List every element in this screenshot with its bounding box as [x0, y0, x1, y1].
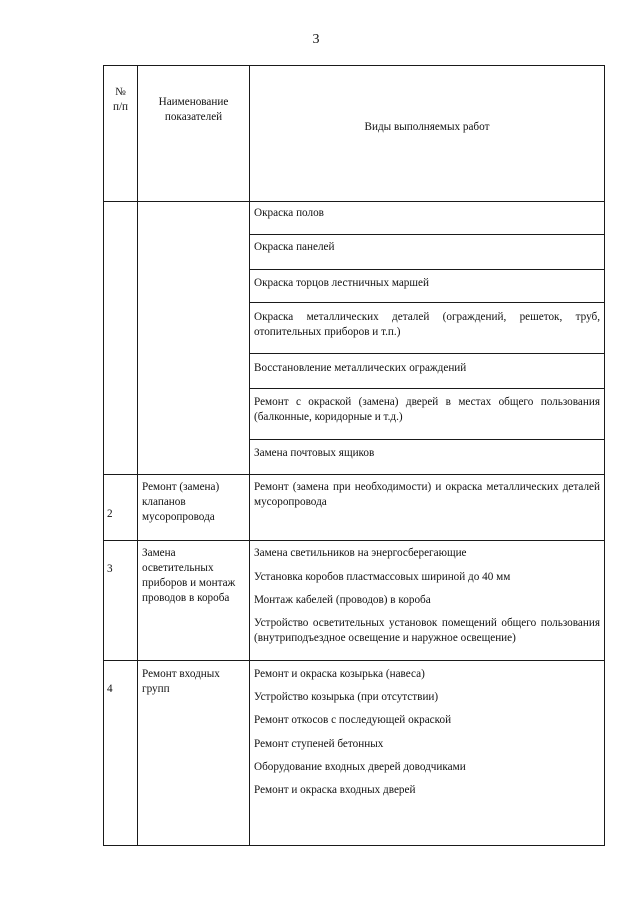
subrow-divider — [249, 353, 605, 354]
work-item: Замена светильников на энергосберегающие — [254, 547, 467, 559]
row-number: 2 — [107, 508, 113, 520]
work-item: Ремонт ступеней бетонных — [254, 738, 384, 750]
subrow-divider — [249, 439, 605, 440]
indicator-name: Замена осветительных приборов и монтаж проводов в короба — [142, 547, 236, 604]
indicator-name: Ремонт входных групп — [142, 668, 220, 695]
work-item: Ремонт и окраска входных дверей — [254, 784, 416, 796]
table-border-top — [103, 65, 605, 66]
subrow-divider — [249, 269, 605, 270]
work-item: Установка коробов пластмассовых шириной до 40 мм — [254, 571, 511, 583]
work-item: Ремонт с окраской (замена) дверей в местах общего пользования (балконные, коридорные и т.д.) — [254, 396, 600, 423]
work-item: Восстановление металлических ограждений — [254, 362, 467, 374]
row-number: 3 — [107, 563, 113, 575]
works-table — [103, 65, 605, 846]
header-indicator-name: Наименование показателей — [158, 96, 229, 123]
table-border-right — [604, 65, 605, 846]
page-number: 3 — [312, 32, 320, 47]
table-border-left — [103, 65, 104, 846]
work-item: Окраска металлических деталей (ограждений, решеток, труб, отопительных приборов и т.п.) — [254, 311, 600, 338]
work-item: Устройство козырька (при отсутствии) — [254, 691, 439, 703]
work-item: Ремонт откосов с последующей окраской — [254, 714, 452, 726]
header-works: Виды выполняемых работ — [364, 121, 490, 133]
subrow-divider — [249, 234, 605, 235]
row-number: 4 — [107, 683, 113, 695]
work-item: Оборудование входных дверей доводчиками — [254, 761, 466, 773]
subrow-divider — [249, 302, 605, 303]
row-divider-2 — [103, 540, 605, 541]
row-divider-3 — [103, 660, 605, 661]
table-border-bottom — [103, 845, 605, 846]
work-item: Ремонт (замена при необходимости) и окраска металлических деталей мусоропровода — [254, 481, 600, 508]
column-divider-2 — [249, 65, 250, 846]
work-item: Монтаж кабелей (проводов) в короба — [254, 594, 431, 606]
header-number: № п/п — [112, 86, 129, 113]
work-item: Замена почтовых ящиков — [254, 447, 375, 459]
column-divider-1 — [137, 65, 138, 846]
subrow-divider — [249, 388, 605, 389]
work-item: Окраска панелей — [254, 241, 335, 253]
work-item: Окраска полов — [254, 207, 324, 219]
work-item: Окраска торцов лестничных маршей — [254, 277, 429, 289]
work-item: Устройство осветительных установок помещений общего пользования (внутриподъездное освещение и наружное освещение) — [254, 617, 600, 644]
row-divider-header — [103, 201, 605, 202]
indicator-name: Ремонт (замена) клапанов мусоропровода — [142, 481, 220, 523]
row-divider-1 — [103, 474, 605, 475]
work-item: Ремонт и окраска козырька (навеса) — [254, 668, 425, 680]
